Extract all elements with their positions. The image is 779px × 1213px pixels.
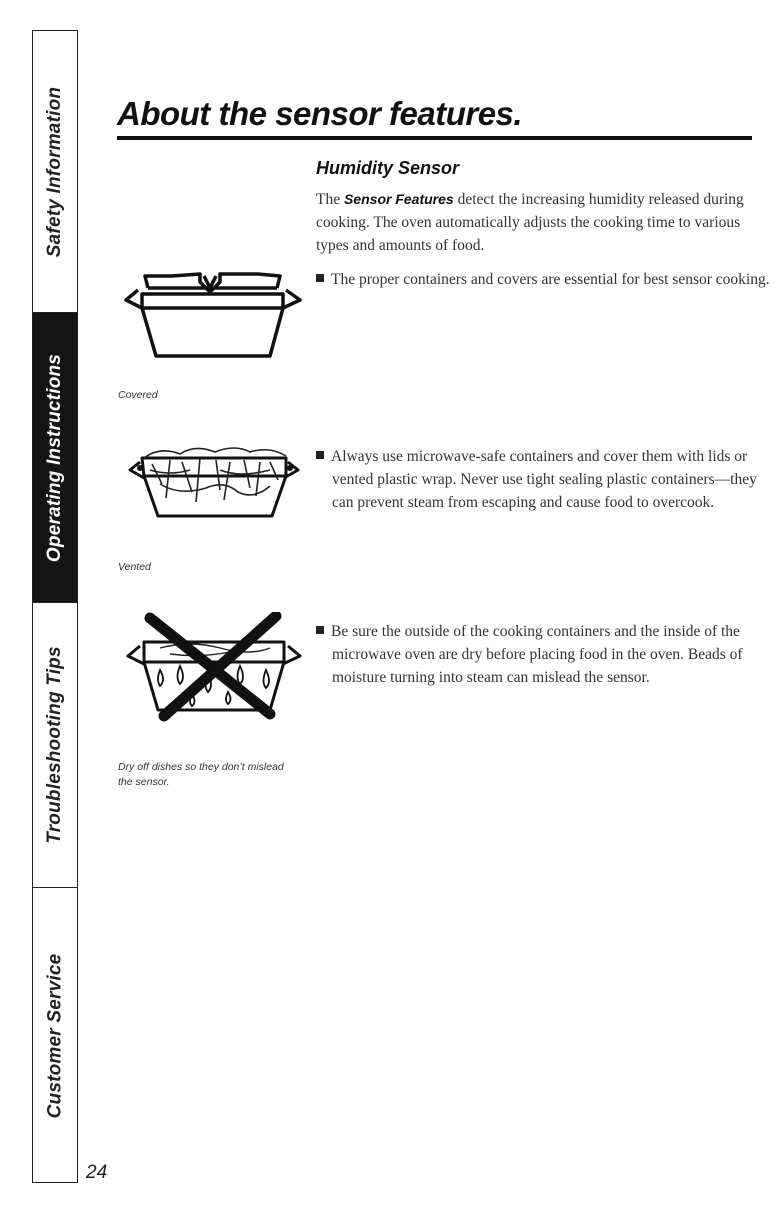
tab-operating-instructions[interactable] [33, 313, 77, 603]
figure-caption: Dry off dishes so they don’t mislead the sensor. [118, 761, 284, 788]
figure-caption: Covered [118, 389, 158, 401]
title-divider [117, 136, 752, 140]
intro-paragraph [316, 188, 766, 257]
vented-dish-illustration [120, 440, 305, 522]
bullet-text: The proper containers and covers are essential for best sensor cooking. [331, 271, 770, 288]
bullet-square-icon [316, 451, 324, 459]
tab-label: Troubleshooting Tips [44, 646, 65, 844]
wet-dish-crossed-illustration [120, 612, 305, 722]
tab-label: Customer Service [44, 953, 65, 1119]
bullet-square-icon [316, 626, 324, 634]
tab-label: Operating Instructions [44, 353, 66, 562]
intro-rest: detect the increasing humidity released during cooking. The oven automatically adjusts the cooking time to various types and amounts of food. [316, 191, 744, 254]
tab-safety-information[interactable] [33, 31, 77, 313]
bullet-item [316, 620, 779, 689]
intro-brand-term: Sensor Features [343, 191, 454, 207]
tab-troubleshooting-tips[interactable] [33, 603, 77, 888]
covered-dish-illustration [120, 268, 305, 363]
bullet-item [316, 445, 779, 514]
figure-caption: Vented [118, 561, 151, 573]
page-title: About the sensor features. [117, 95, 523, 132]
bullet-square-icon [316, 274, 324, 282]
side-tab-rail [32, 30, 78, 1183]
bullet-text: Always use microwave-safe containers and cover them with lids or vented plastic wrap. Never use tight sealing plastic containers—they can prevent steam from escaping and cause food to overcook. [331, 448, 757, 511]
tab-label: Safety Information [44, 86, 65, 257]
tab-customer-service[interactable] [33, 888, 77, 1184]
intro-prefix: The [316, 191, 344, 208]
bullet-text: Be sure the outside of the cooking containers and the inside of the microwave oven are dry before placing food in the oven. Beads of moisture turning into steam can mislead the sensor. [331, 623, 743, 686]
section-heading: Humidity Sensor [316, 158, 460, 178]
bullet-item [316, 268, 779, 291]
page-number: 24 [86, 1162, 108, 1183]
